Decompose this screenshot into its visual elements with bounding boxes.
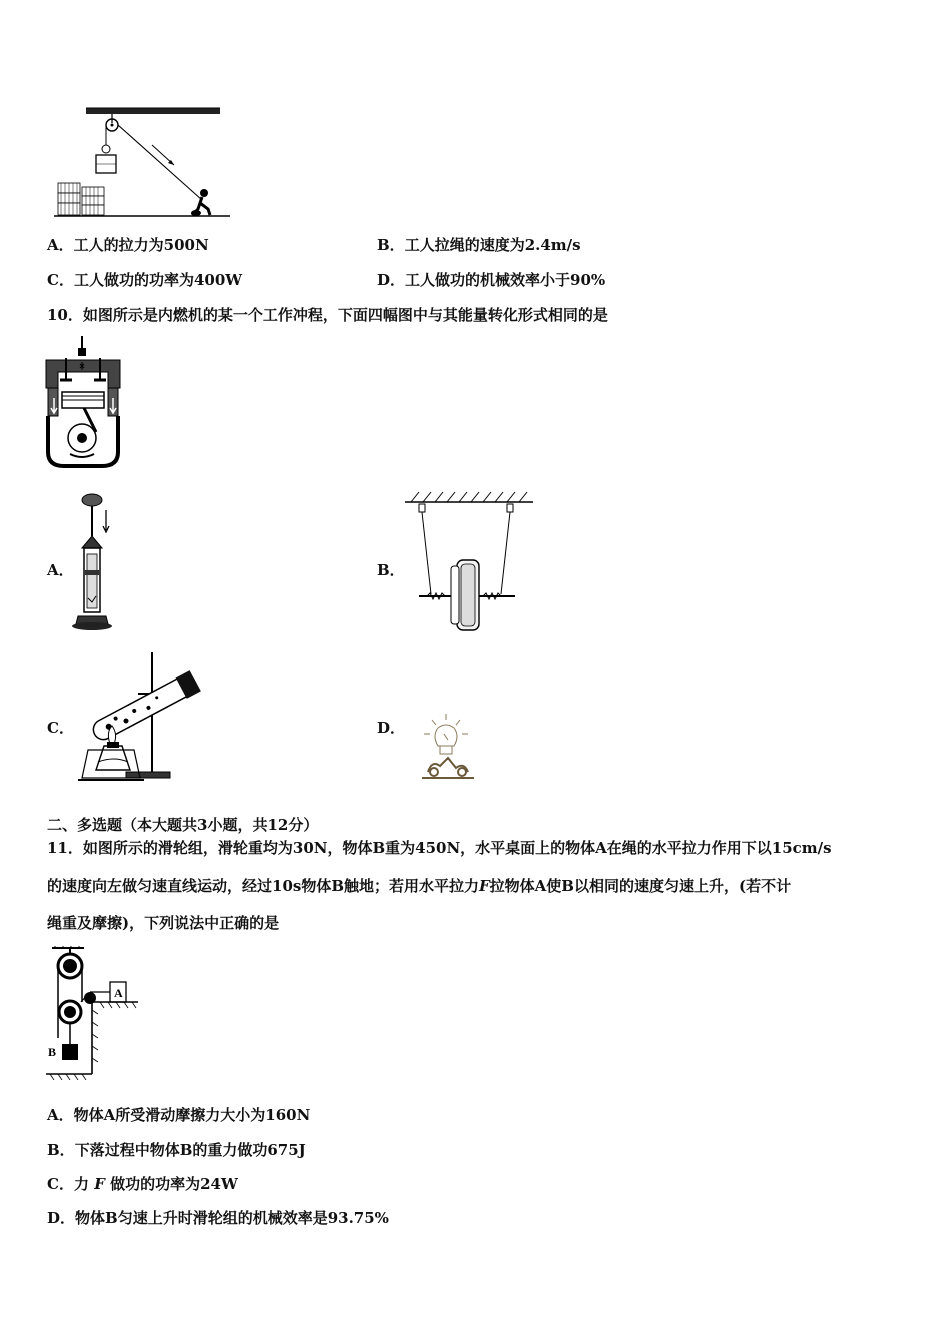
q10-label-c: C． <box>47 719 74 737</box>
stem-text: 拉物体A使B以相同的速度匀速上升，(若不计 <box>489 877 792 895</box>
option-text: 工人拉绳的速度为2.4m/s <box>404 236 581 254</box>
option-letter: D． <box>377 271 406 289</box>
option-letter: A． <box>47 1106 74 1124</box>
air-compression-figure <box>70 492 120 634</box>
option-letter: C． <box>47 1175 74 1193</box>
option-text: 做功的功率为24W <box>110 1175 238 1193</box>
maxwell-wheel-figure <box>403 488 535 638</box>
q9-option-a <box>47 235 209 255</box>
stem-text: 的速度向左做匀速直线运动，经过10s物体B触地；若用水平拉力 <box>47 877 479 895</box>
q10-label-d: D． <box>377 719 406 737</box>
block-a-label: A <box>114 986 123 1000</box>
q9-option-c <box>47 270 242 290</box>
option-letter: C． <box>47 271 74 289</box>
q11-option-a <box>47 1105 310 1125</box>
force-symbol: F <box>479 877 490 895</box>
option-text: 物体B匀速上升时滑轮组的机械效率是93.75% <box>75 1209 389 1227</box>
q11-stem-line2 <box>47 876 791 896</box>
q9-option-b <box>377 235 581 255</box>
lightbulb-figure <box>418 712 478 788</box>
q10-label-b: B． <box>377 561 405 579</box>
option-text: 工人做功的机械效率小于90% <box>405 271 606 289</box>
option-letter: A． <box>47 236 74 254</box>
option-text: 下落过程中物体B的重力做功675J <box>74 1141 306 1159</box>
q11-stem-line1: 11．如图所示的滑轮组，滑轮重均为30N，物体B重为450N，水平桌面上的物体A在绳的水平拉力作用下以15cm/s <box>47 839 832 857</box>
q11-stem-line3: 绳重及摩擦)，下列说法中正确的是 <box>47 914 280 932</box>
q11-option-b <box>47 1140 306 1160</box>
q10-stem: 10．如图所示是内燃机的某一个工作冲程，下面四幅图中与其能量转化形式相同的是 <box>47 306 608 324</box>
q11-option-c <box>47 1174 238 1194</box>
q10-label-a: A． <box>47 561 74 579</box>
q9-option-d <box>377 270 605 290</box>
option-letter: B． <box>47 1141 75 1159</box>
option-text: 物体A所受滑动摩擦力大小为160N <box>73 1106 311 1124</box>
test-tube-heating-figure <box>74 648 214 788</box>
option-letter: B． <box>377 236 405 254</box>
q11-option-d <box>47 1208 389 1228</box>
section2-heading: 二、多选题（本大题共3小题，共12分） <box>47 816 319 834</box>
block-b-label: B <box>48 1045 57 1059</box>
option-text: 力 <box>73 1175 89 1193</box>
pulley-block-figure <box>44 946 144 1080</box>
option-text: 工人的拉力为500N <box>73 236 209 254</box>
option-letter: D． <box>47 1209 76 1227</box>
option-text: 工人做功的功率为400W <box>73 271 243 289</box>
pulley-worker-figure <box>52 105 232 223</box>
engine-cylinder-figure <box>44 334 126 470</box>
force-symbol: F <box>94 1175 105 1193</box>
